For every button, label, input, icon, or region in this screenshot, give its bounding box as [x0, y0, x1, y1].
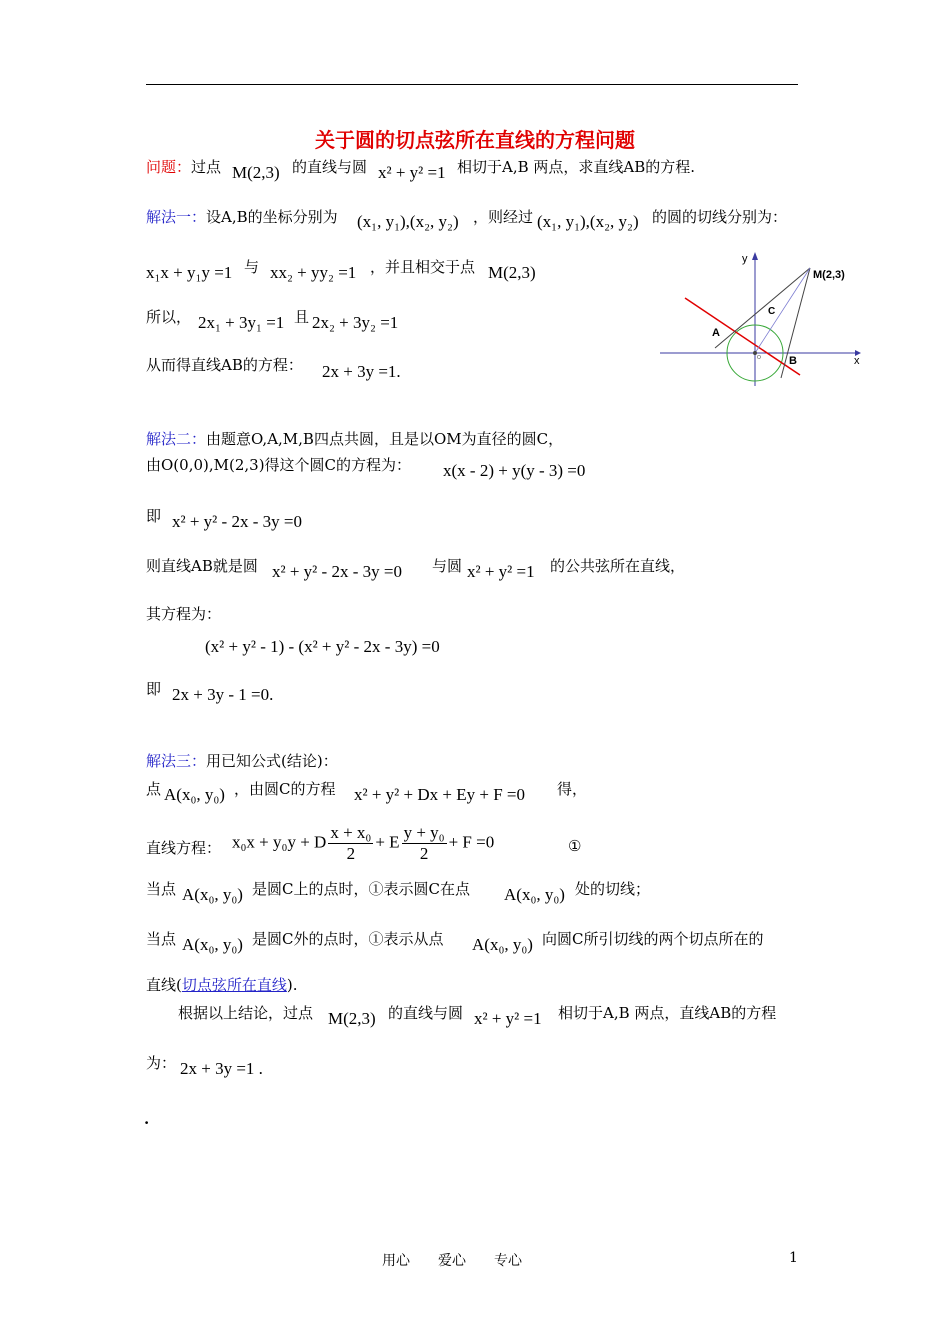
tangent-line-a [715, 268, 810, 348]
sol3-text: 直线方程： [146, 839, 222, 857]
sol3-point-a: A(x₀, y₀) [472, 935, 533, 954]
sol3-text: 相切于A,B 两点，直线AB的方程 [558, 1004, 777, 1022]
sol1-tangent-1: x₁x + y₁y =1 [146, 263, 233, 282]
origin-label: O [757, 355, 761, 361]
sol1-tangent-2: xx₂ + yy₂ =1 [270, 263, 357, 282]
sol3-chord-line: 直线(切点弦所在直线). [146, 976, 298, 994]
sol2-text: 与圆 [432, 557, 463, 575]
sol3-text: 根据以上结论，过点 [178, 1004, 314, 1022]
sol1-text: 从而得直线AB的方程： [146, 356, 303, 374]
problem-label: 问题： [146, 158, 192, 176]
sol1-eq-2: 2x₂ + 3y₂ =1 [312, 313, 399, 332]
sol3-point-a: A(x₀, y₀) [164, 785, 225, 804]
sol1-text: 的圆的切线分别为： [652, 208, 788, 226]
sol3-text: 当点 [146, 880, 177, 898]
sol2-text: 则直线AB就是圆 [146, 557, 258, 575]
sol1-line1: 解法一：设A,B的坐标分别为 [146, 208, 338, 226]
page-number: 1 [789, 1250, 798, 1266]
sol1-text: 与 [244, 258, 260, 276]
sol3-point-a: A(x₀, y₀) [182, 885, 243, 904]
problem-line: 问题：过点 [146, 158, 222, 176]
sol1-eq-1: 2x₁ + 3y₁ =1 [198, 313, 285, 332]
sol3-line1: 解法三：用已知公式(结论)： [146, 752, 338, 770]
sol3-text: 处的切线； [575, 880, 651, 898]
tangent-figure [655, 248, 865, 388]
point-a-label: A [712, 327, 720, 339]
sol3-circle-eq: x² + y² =1 [474, 1009, 542, 1028]
sol1-text: 所以， [146, 308, 192, 326]
sol1-text: ，则经过 [473, 208, 534, 226]
segment-om [755, 268, 810, 353]
sol3-text: ，由圆C的方程 [234, 780, 336, 798]
sol2-difference-eq: (x² + y² - 1) - (x² + y² - 2x - 3y) =0 [205, 637, 440, 656]
fraction-y: $\frac{\text{y + y₀}}{2}$ [403, 823, 445, 863]
sol2-text: 即 [146, 680, 162, 698]
sol3-result: 2x + 3y =1 . [180, 1059, 263, 1078]
sol3-text: 为： [146, 1054, 177, 1072]
sol1-result: 2x + 3y =1. [322, 362, 401, 381]
sol3-text: 得， [557, 780, 588, 798]
sol3-formula: x₀x + y₀y + D $\frac{\text{x + x₀}}{2}$ + E $\frac{\text{y + y₀}}{2}$ + F =0 [232, 823, 495, 863]
sol2-text: 其方程为： [146, 605, 222, 623]
problem-point-m: M(2,3) [232, 163, 280, 182]
sol2-label: 解法二： [146, 430, 207, 448]
sol3-general-circle: x² + y² + Dx + Ey + F =0 [354, 785, 525, 804]
formula-number: ① [568, 837, 582, 855]
sol2-text: 即 [146, 507, 162, 525]
sol3-point-a: A(x₀, y₀) [504, 885, 565, 904]
page-title: 关于圆的切点弦所在直线的方程问题 [315, 128, 635, 152]
point-c-label: C [768, 306, 776, 317]
point-b-label: B [789, 355, 797, 367]
sol3-text: 点 [146, 780, 162, 798]
sol3-point-a: A(x₀, y₀) [182, 935, 243, 954]
sol3-text: 的直线与圆 [388, 1004, 464, 1022]
sol2-circle-1: x² + y² - 2x - 3y =0 [272, 562, 402, 581]
stray-dot: . [144, 1110, 150, 1128]
sol3-label: 解法三： [146, 752, 207, 770]
point-m-label: M(2,3) [813, 269, 845, 281]
y-axis-arrow-icon [752, 252, 758, 260]
sol2-text: 由O(0,0),M(2,3)得这个圆C的方程为： [146, 456, 412, 474]
sol3-text: 是圆C外的点时，①表示从点 [252, 930, 444, 948]
sol2-line1: 解法二：由题意O,A,M,B四点共圆，且是以OM为直径的圆C， [146, 430, 564, 448]
sol3-text: 向圆C所引切线的两个切点所在的 [542, 930, 764, 948]
sol2-circle-2: x² + y² =1 [467, 562, 535, 581]
chord-term: 切点弦所在直线 [181, 976, 287, 994]
sol1-text: ，并且相交于点 [370, 258, 476, 276]
header-rule [146, 84, 798, 85]
sol1-text: 且 [294, 308, 310, 326]
x-axis-label: x [854, 355, 860, 367]
sol1-points-a: (x₁, y₁),(x₂, y₂) [357, 212, 459, 231]
sol3-text: 当点 [146, 930, 177, 948]
sol1-point-m: M(2,3) [488, 263, 536, 282]
sol3-text: 是圆C上的点时，①表示圆C在点 [252, 880, 470, 898]
problem-text-end: 相切于A,B 两点，求直线AB的方程. [457, 158, 696, 176]
fraction-x: $\frac{\text{x + x₀}}{2}$ [330, 823, 372, 863]
sol1-points-b: (x₁, y₁),(x₂, y₂) [537, 212, 639, 231]
sol2-circle-c-eq: x(x - 2) + y(y - 3) =0 [443, 461, 586, 480]
sol2-text: 的公共弦所在直线， [550, 557, 686, 575]
sol2-result: 2x + 3y - 1 =0. [172, 685, 274, 704]
sol3-point-m: M(2,3) [328, 1009, 376, 1028]
problem-circle-eq: x² + y² =1 [378, 163, 446, 182]
sol1-label: 解法一： [146, 208, 207, 226]
problem-text: 的直线与圆 [292, 158, 368, 176]
footer-motto: 用心 爱心 专心 [382, 1253, 522, 1269]
y-axis-label: y [742, 253, 748, 265]
sol2-expanded-eq: x² + y² - 2x - 3y =0 [172, 512, 302, 531]
